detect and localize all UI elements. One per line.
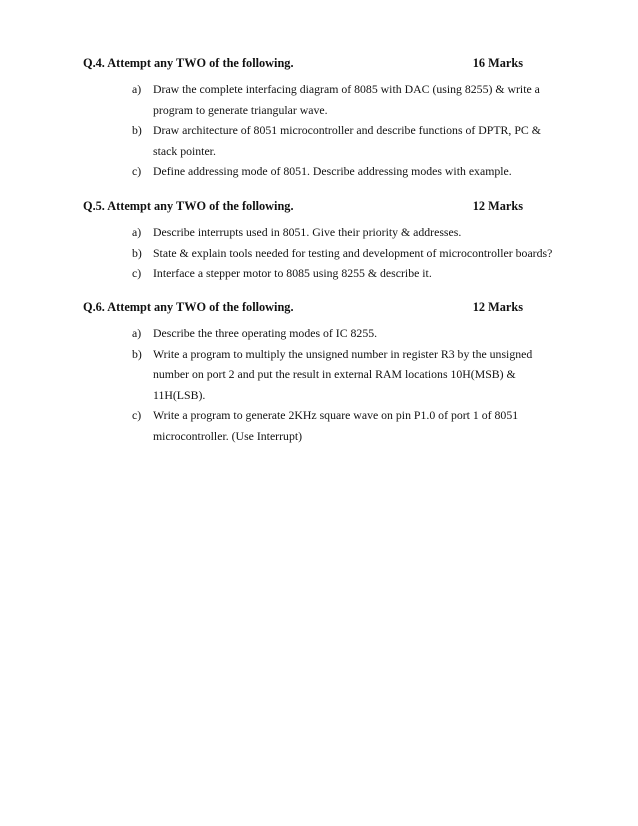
item-letter: b) xyxy=(132,123,142,137)
item-letter: c) xyxy=(132,408,142,422)
item-text-line: Describe the three operating modes of IC 8255. xyxy=(153,326,378,340)
item-text-line: Define addressing mode of 8051. Describe addressing modes with example. xyxy=(153,164,512,178)
item-letter: c) xyxy=(132,266,142,280)
list-item xyxy=(132,323,547,344)
item-text-line: Draw architecture of 8051 microcontroller and describe functions of DPTR, PC & xyxy=(153,123,541,137)
item-letter: b) xyxy=(132,346,142,361)
question-items xyxy=(132,222,553,284)
item-text-line: microcontroller. (Use Interrupt) xyxy=(153,428,303,443)
item-text-line: Write a program to multiply the unsigned number in register R3 by the unsigned xyxy=(153,346,533,361)
list-item xyxy=(132,405,547,446)
question-marks: 12 Marks xyxy=(472,300,523,314)
list-item xyxy=(132,243,553,264)
list-item xyxy=(132,79,547,120)
question-marks: 16 Marks xyxy=(472,56,523,70)
list-item xyxy=(132,222,547,243)
item-text-line: number on port 2 and put the result in external RAM locations 10H(MSB) & xyxy=(153,367,516,381)
question-items xyxy=(132,79,547,182)
item-letter: a) xyxy=(132,82,142,96)
question-header xyxy=(83,198,523,214)
question-title: Q.4. Attempt any TWO of the following. xyxy=(83,56,294,70)
list-item xyxy=(132,344,547,406)
item-letter: b) xyxy=(132,245,142,260)
list-item xyxy=(132,120,547,161)
question-5 xyxy=(83,198,553,284)
item-text-line: Interface a stepper motor to 8085 using 8255 & describe it. xyxy=(153,266,432,280)
question-6 xyxy=(83,299,533,446)
list-item xyxy=(132,263,547,284)
item-letter: c) xyxy=(132,164,142,178)
item-text-line: Describe interrupts used in 8051. Give their priority & addresses. xyxy=(153,225,462,239)
item-text-line: Write a program to generate 2KHz square wave on pin P1.0 of port 1 of 8051 xyxy=(153,408,519,422)
item-text-line: program to generate triangular wave. xyxy=(153,102,328,117)
question-items xyxy=(132,323,547,446)
question-marks: 12 Marks xyxy=(472,199,523,213)
question-header xyxy=(83,55,523,71)
item-text-line: 11H(LSB). xyxy=(153,387,206,402)
item-letter: a) xyxy=(132,326,142,340)
list-item xyxy=(132,161,547,182)
question-4 xyxy=(83,55,541,182)
question-title: Q.6. Attempt any TWO of the following. xyxy=(83,300,294,314)
question-header xyxy=(83,299,523,315)
item-text-line: Draw the complete interfacing diagram of 8085 with DAC (using 8255) & write a xyxy=(153,82,540,96)
item-text-line: State & explain tools needed for testing and development of microcontroller boards? xyxy=(153,245,553,260)
item-letter: a) xyxy=(132,225,142,239)
item-text-line: stack pointer. xyxy=(153,143,216,158)
question-title: Q.5. Attempt any TWO of the following. xyxy=(83,199,294,213)
